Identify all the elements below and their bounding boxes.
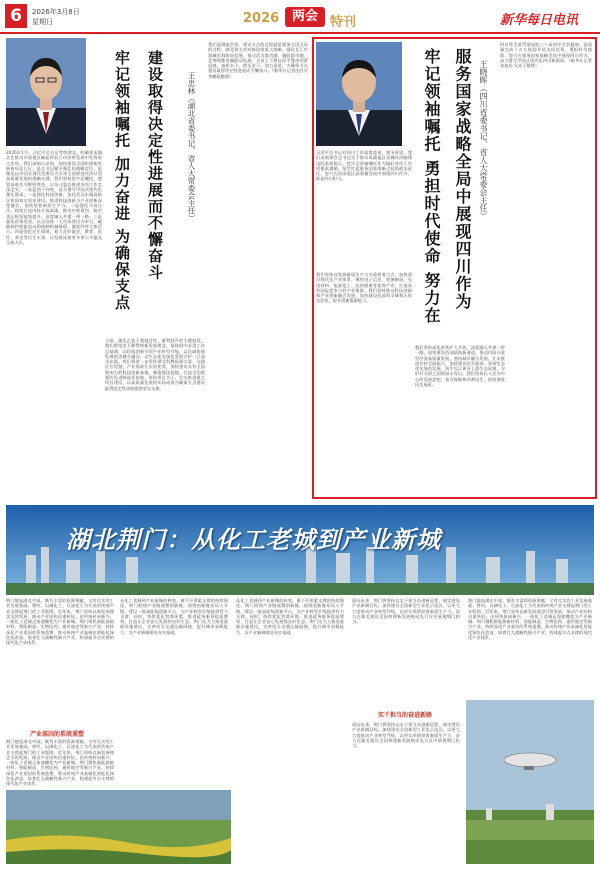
newspaper-brand: 新华每日电讯 (500, 13, 579, 28)
feature-body-1c: 荆门地处湖北中部，既有丰富的资源禀赋，又有扎实的工业发展基础。曾经，以磷化工、石油化工为代表的传统产业支撑起荆门的工业版图。近年来，荆门坚持以新发展理念引领发展，推动产业结构由重转轻、由传统转向新兴，一座化工老城正加速蝶变为产业新城。荆门聚焦新能源新材料、智能制造、生物医药、通用航空等新兴产业，持续深化产业基因的系统重塑，推动传统产业高端化智能化绿色化改造，培育壮大战略性新兴产业，构建起多点支撑的现代化产业体系。 (468, 598, 592, 641)
lianghui-badge: 两会 (285, 7, 325, 27)
article2-headline-b: 牢记领袖嘱托 勇担时代使命 努力在 (422, 48, 441, 325)
article2-body-2: 我们坚持以发展新质生产力为重要着力点，加快建设现代化产业体系。聚焦电子信息、装备制造、先进材料、能源化工、医药健康等优势产业，打造具有国际竞争力的产业集群。我们坚持推动科技创新和产业创新融合发展，加快建设西部科学城和天府实验室，提升创新策源能力。 (316, 272, 412, 304)
author-portrait-wang-zhonglin (6, 38, 86, 146)
feature-body-2b: 从化工老城到产业新城的转变，离不开要素支撑的持续强化。荆门围绕产业链部署创新链，围绕创新链布局人才链，建设一批高能级创新平台，为产业转型升级提供有力支撑。同时，持续优化营商环境，推进政务服务提质增效，打造让企业安心发展的良好生态。荆门还大力推进基础设施建设，完善综合交通运输网络，提升城市承载能力，为产业新城建设夯实基础。 (236, 598, 344, 635)
article1-body-right: 我们深刻体会到，建设支点的过程就是服务全国大局的过程。湖北将主动对接国家重大战略，强化长江中游城市群协同发展，推动武汉都市圈、襄阳都市圈、宜荆荆都市圈联动发展。全省上下将以时不我待的紧迫感，真抓实干、埋头苦干，加力奋进，为确保支点建设取得决定性进展而不懈奋斗。（新华社记者沈红兵 李鹏翔整理） (208, 42, 308, 79)
article1-headline-a: 建设取得决定性进展而不懈奋斗 (146, 50, 164, 281)
feature-body-1b: 荆门地处湖北中部，既有丰富的资源禀赋，又有扎实的工业发展基础。曾经，以磷化工、石油化工为代表的传统产业支撑起荆门的工业版图。近年来，荆门坚持以新发展理念引领发展，推动产业结构由重转轻、由传统转向新兴，一座化工老城正加速蝶变为产业新城。荆门聚焦新能源新材料、智能制造、生物医药、通用航空等新兴产业，持续深化产业基因的系统重塑，推动传统产业高端化智能化绿色化改造，培育壮大战略性新兴产业，构建起多点支撑的现代化产业体系。 (6, 739, 114, 787)
article2-body-1: 习近平总书记对四川工作高度重视，寄予厚望。我们深刻领会总书记关于推动成渝地区双城经济圈建设的重要指示，把牢记领袖嘱托作为做好各项工作的根本遵循，坚定扛起服务国家战略全局的政治责任，努力在西部地区高质量发展中展现四川作为、彰显四川担当。 (316, 150, 412, 182)
header-rule (0, 32, 600, 34)
article2-headline-a: 服务国家战略全局中展现四川作为 (453, 48, 472, 311)
article1-body-mid: 当前，湖北正处于爬坡过坎、蓄势跃升的关键阶段。我们将坚定不移贯彻新发展理念，坚持稳中求进工作总基调，以科技创新引领产业转型升级，以区域协调发展促进城乡融合，以生态优先绿色发展守护一江清水东流。我们将进一步发挥湖北科教资源丰富、交通区位优越、产业基础扎实的优势，加快建设具有全国影响力的科技创新高地、制造强国高地，打造全国重要的先进制造业基地。坚持项目为王，扎实推进重大项目建设，以高质量发展的实际成效为确保支点建设取得决定性进展提供坚实支撑。 (105, 338, 205, 391)
feature-body-2a: 从化工老城到产业新城的转变，离不开要素支撑的持续强化。荆门围绕产业链部署创新链，围绕创新链布局人才链，建设一批高能级创新平台，为产业转型升级提供有力支撑。同时，持续优化营商环境，推进政务服务提质增效，打造让企业安心发展的良好生态。荆门还大力推进基础设施建设，完善综合交通运输网络，提升城市承载能力，为产业新城建设夯实基础。 (120, 598, 228, 635)
feature-body-1: 荆门地处湖北中部，既有丰富的资源禀赋，又有扎实的工业发展基础。曾经，以磷化工、石油化工为代表的传统产业支撑起荆门的工业版图。近年来，荆门坚持以新发展理念引领发展，推动产业结构由重转轻、由传统转向新兴，一座化工老城正加速蝶变为产业新城。荆门聚焦新能源新材料、智能制造、生物医药、通用航空等新兴产业，持续深化产业基因的系统重塑，推动传统产业高端化智能化绿色化改造，培育壮大战略性新兴产业，构建起多点支撑的现代化产业体系。 (6, 598, 114, 646)
special-edition-label: 特刊 (330, 15, 357, 30)
article2-body-4: 四川将全面贯彻党的二十届四中全会精神，高质量完成十五五规划开局各项任务，勇担时代使命，努力在服务国家战略全局中展现四川作为，奋力谱写中国式现代化四川新篇章。（新华社记者张旭东 吴光于整理） (500, 42, 592, 69)
issue-date: 2026年3月8日 (32, 8, 80, 16)
article1-body-left: 2026年1月，习近平总书记考察湖北，明确要求湖北在推动中部地区崛起和长江经济带发展中发挥更大作用。我们深刻认识到，加快建设全国构建新发展格局先行区，是总书记赋予湖北的战略定位，是湖北以中国式现代化建设为引领全面推进经济社会高质量发展的战略支撑。我们坚持把牢记嘱托、感恩奋进作为鲜明底色，以奋斗姿态推进各项工作走深走实，一张蓝图干到底，奋力谱写中国式现代化湖北篇章。一是强化科技创新。依托武汉东湖高新区和国家实验室建设，推进科技创新与产业创新深度融合，加快培育新质生产力。二是强化开放合作。持续打造内陆开放高地，推动中欧班列、航空货运枢纽能级提升，深度融入共建一带一路。三是强化改革攻坚。以全国统一大市场建设为牵引，破除制约要素流动的体制机制障碍，激发经营主体活力。四是强化民生保障，着力办好就业、教育、医疗、养老等民生实事，让发展成果更多更公平惠及全体人民。 (6, 150, 102, 246)
feature-photo-fields (6, 790, 231, 864)
author-portrait-wang-xiaohui (316, 42, 402, 146)
feature-photo-airship (466, 700, 594, 864)
article1-author: 王忠林（湖北省委书记、省人大常委会主任） (187, 72, 196, 222)
feature-body-3b: 面向未来，荆门将坚持以实干担当奋进新征程，锚定建设产业新城目标，加快建设全国新型工业化示范区，以更大力度推动产业转型升级，以更实举措培育新质生产力，奋力在湖北建设全国构建新发展格局先行区中展现荆门担当。 (352, 722, 460, 749)
article2-body-3: 我们坚持深化改革扩大开放，深度融入共建一带一路，加快建设西部陆海新通道，推动内陆开放型经济高质量发展。坚持城乡融合发展，扎实推进乡村全面振兴，加快建设农业强省。坚持生态优先绿色发展，筑牢长江黄河上游生态屏障，守护好天府之国的绿水青山。我们坚持以人民为中心的发展思想，着力保障和改善民生，持续增进民生福祉。 (415, 345, 505, 388)
article2-author: 王晓晖（四川省委书记、省人大常委会主任） (479, 60, 488, 220)
feature-subhead-3: 实干担当的奋进新路 (378, 712, 433, 719)
page-number: 6 (5, 4, 27, 28)
feature-subhead-1: 产业基因的系统重塑 (30, 731, 85, 738)
feature-title: 湖北荆门：从化工老城到产业新城 (66, 526, 441, 554)
article1-headline-b: 牢记领袖嘱托 加力奋进 为确保支点 (113, 50, 131, 311)
feature-body-3a: 面向未来，荆门将坚持以实干担当奋进新征程，锚定建设产业新城目标，加快建设全国新型工业化示范区，以更大力度推动产业转型升级，以更实举措培育新质生产力，奋力在湖北建设全国构建新发展格局先行区中展现荆门担当。 (352, 598, 460, 625)
issue-weekday: 星期日 (32, 18, 53, 26)
special-year: 2026 (243, 11, 280, 26)
